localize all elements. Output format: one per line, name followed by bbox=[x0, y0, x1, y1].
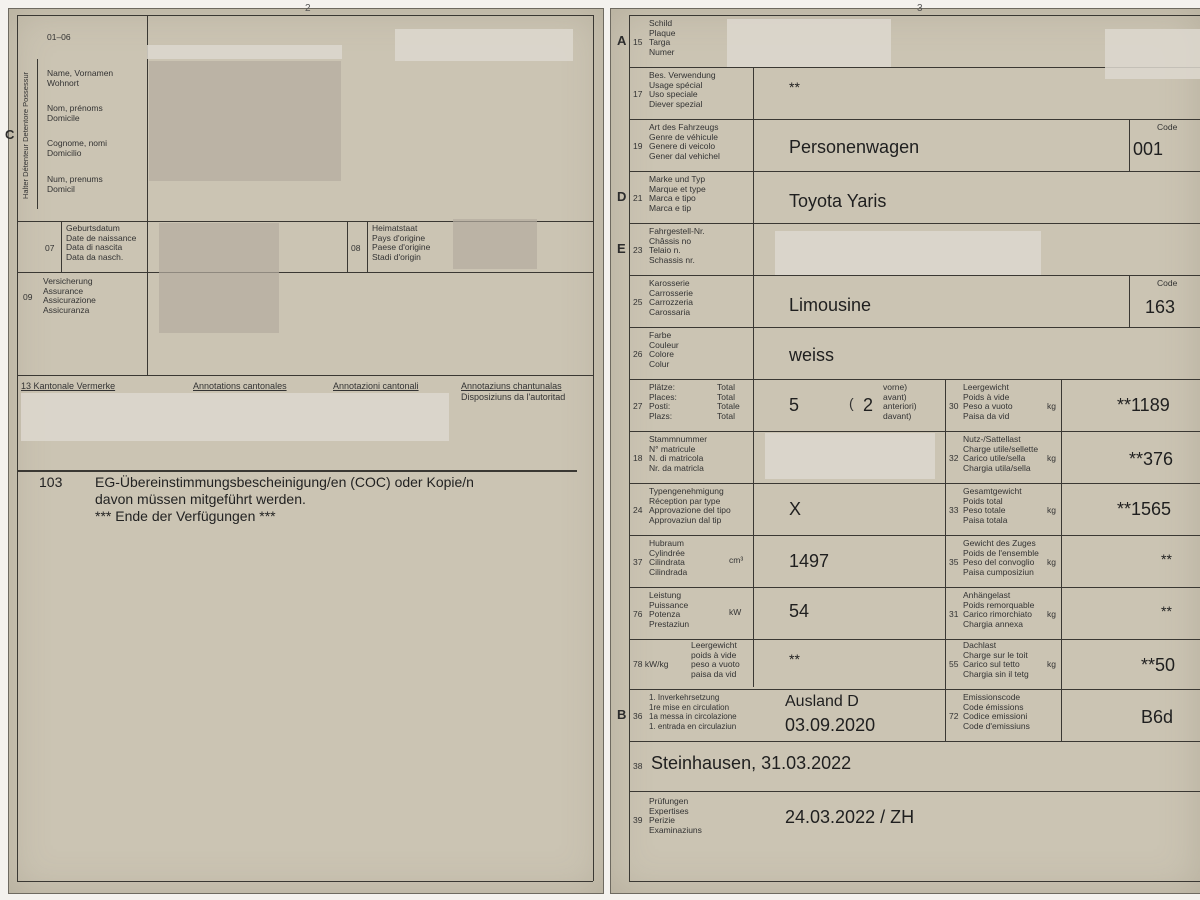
remark-code: 103 bbox=[39, 474, 63, 490]
type-code-label: Code bbox=[1157, 122, 1178, 132]
field-num-21: 21 bbox=[633, 193, 643, 203]
birth-label: Geburtsdatum Date de naissance Data di nascita Data da nasch. bbox=[66, 223, 137, 262]
seats-total-label: Total Total Totale Total bbox=[717, 382, 740, 421]
field-num-78: 78 kW/kg bbox=[633, 659, 669, 669]
section-letter-b: B bbox=[617, 707, 627, 722]
body-value: Limousine bbox=[789, 295, 872, 315]
section-letter-a: A bbox=[617, 33, 627, 48]
make-label: Marke und Typ Marque et type Marca e tipo Marca e tip bbox=[649, 174, 706, 213]
front-seats-label: vorne) avant) anteriori) davant) bbox=[883, 382, 917, 421]
field-num-55: 55 bbox=[949, 659, 959, 669]
field-num-23: 23 bbox=[633, 245, 643, 255]
field-num-08: 08 bbox=[351, 243, 361, 253]
redacted-name bbox=[147, 45, 342, 59]
first-reg-date: 03.09.2020 bbox=[785, 715, 876, 735]
redacted-plate bbox=[727, 19, 891, 67]
emission-value: B6d bbox=[1141, 707, 1174, 727]
field-num-26: 26 bbox=[633, 349, 643, 359]
left-page bbox=[5, 3, 604, 894]
holder-side-label: Halter Détenteur Detentore Possessur bbox=[21, 71, 30, 199]
checks-value: 24.03.2022 / ZH bbox=[785, 807, 915, 827]
total-weight-label: Gesamtgewicht Poids total Peso totale Paisa totala bbox=[963, 486, 1022, 525]
first-reg-label: 1. Inverkehrsetzung 1re mise en circulation 1a messa in circolazione 1. entrada en circulaziun bbox=[649, 693, 737, 731]
emission-label: Emissionscode Code émissions Codice emissioni Code d'emissiuns bbox=[963, 692, 1030, 731]
holder-label-it: Cognome, nomi Domicilio bbox=[47, 138, 108, 158]
annotations-de: 13 Kantonale Vermerke bbox=[21, 381, 116, 391]
redacted-plate-2 bbox=[1105, 29, 1200, 79]
insurance-label: Versicherung Assurance Assicurazione Assicuranza bbox=[43, 276, 96, 315]
unit-kg: kg bbox=[1047, 557, 1056, 567]
redacted-birthdate bbox=[159, 223, 279, 333]
holder-label-fr: Nom, prénoms Domicile bbox=[47, 103, 103, 123]
right-page bbox=[610, 3, 1200, 894]
field-num-17: 17 bbox=[633, 89, 643, 99]
seats-label: Plätze: Places: Posti: Plazs: bbox=[649, 382, 677, 421]
annotations-it: Annotazioni cantonali bbox=[333, 381, 419, 391]
field-num-15: 15 bbox=[633, 37, 643, 47]
holder-code: 01–06 bbox=[47, 32, 71, 42]
unit-kg: kg bbox=[1047, 401, 1056, 411]
unit-kg: kg bbox=[1047, 453, 1056, 463]
use-label: Bes. Verwendung Usage spécial Uso speciale Diever spezial bbox=[649, 70, 716, 109]
train-weight-value: ** bbox=[1161, 551, 1172, 567]
vehicle-type-value: Personenwagen bbox=[789, 137, 920, 157]
vehicle-type-code: 001 bbox=[1133, 139, 1164, 159]
field-num-32: 32 bbox=[949, 453, 959, 463]
plate-label: Schild Plaque Targa Numer bbox=[649, 18, 676, 57]
trailer-value: ** bbox=[1161, 603, 1172, 619]
use-value: ** bbox=[789, 79, 800, 95]
displacement-label: Hubraum Cylindrée Cilindrata Cilindrada bbox=[649, 538, 688, 577]
annotations-fr: Annotations cantonales bbox=[193, 381, 287, 391]
ratio-value: ** bbox=[789, 651, 800, 667]
remark-text: EG-Übereinstimmungsbescheinigung/en (COC) oder Kopie/n davon müssen mitgeführt werden. *** Ende der Verfügungen *** bbox=[95, 474, 474, 524]
field-num-27: 27 bbox=[633, 401, 643, 411]
field-num-33: 33 bbox=[949, 505, 959, 515]
body-code: 163 bbox=[1145, 297, 1176, 317]
field-num-31: 31 bbox=[949, 609, 959, 619]
color-value: weiss bbox=[789, 345, 835, 365]
annotations-rm2: Disposiziuns da l'autoritad bbox=[461, 392, 566, 402]
roof-value: **50 bbox=[1141, 655, 1176, 675]
redacted-origin bbox=[453, 219, 537, 269]
redacted-annotations bbox=[21, 393, 449, 441]
unit-kg: kg bbox=[1047, 609, 1056, 619]
holder-label-de: Name, Vornamen Wohnort bbox=[47, 68, 114, 88]
redacted-stamm bbox=[765, 433, 935, 479]
stamm-label: Stammnummer N° matricule N. di matricola Nr. da matricla bbox=[649, 434, 708, 473]
chassis-label: Fahrgestell-Nr. Châssis no Telaio n. Schassis nr. bbox=[649, 226, 705, 265]
section-letter-c: C bbox=[5, 127, 15, 142]
approval-label: Typengenehmigung Réception par type Approvazione del tipo Approvaziun dal tip bbox=[649, 486, 731, 525]
unit-kw: kW bbox=[729, 607, 742, 617]
field-num-72: 72 bbox=[949, 711, 959, 721]
redacted-chassis bbox=[775, 231, 1041, 275]
field-num-37: 37 bbox=[633, 557, 643, 567]
redacted-address bbox=[149, 61, 341, 181]
ratio-label: Leergewicht poids à vide peso a vuoto paisa da vid bbox=[691, 640, 740, 679]
page-number-right: 3 bbox=[917, 3, 923, 14]
field-num-39: 39 bbox=[633, 815, 643, 825]
unit-kg: kg bbox=[1047, 505, 1056, 515]
make-value: Toyota Yaris bbox=[789, 191, 887, 211]
roof-label: Dachlast Charge sur le toit Carico sul tetto Chargia sin il tetg bbox=[963, 640, 1029, 679]
redacted-id bbox=[395, 29, 573, 61]
body-label: Karosserie Carrosserie Carrozzeria Carossaria bbox=[649, 278, 693, 317]
checks-label: Prüfungen Expertises Perizie Examinaziuns bbox=[649, 796, 702, 835]
total-weight-value: **1565 bbox=[1117, 499, 1172, 519]
color-label: Farbe Couleur Colore Colur bbox=[649, 330, 679, 369]
empty-weight-label: Leergewicht Poids à vide Peso a vuoto Paisa da vid bbox=[963, 382, 1013, 421]
payload-label: Nutz-/Sattellast Charge utile/sellette Carico utile/sella Chargia utila/sella bbox=[963, 434, 1039, 473]
approval-value: X bbox=[789, 499, 802, 519]
field-num-09: 09 bbox=[23, 292, 33, 302]
body-code-label: Code bbox=[1157, 278, 1178, 288]
field-num-35: 35 bbox=[949, 557, 959, 567]
place-date-value: Steinhausen, 31.03.2022 bbox=[651, 753, 852, 773]
annotations-rm: Annotaziuns chantunalas bbox=[461, 381, 562, 391]
origin-label: Heimatstaat Pays d'origine Paese d'origine Stadi d'origin bbox=[372, 223, 431, 262]
field-num-38: 38 bbox=[633, 761, 643, 771]
trailer-label: Anhängelast Poids remorquable Carico rimorchiato Chargia annexa bbox=[963, 590, 1035, 629]
holder-label-rm: Num, prenums Domicil bbox=[47, 174, 103, 194]
field-num-76: 76 bbox=[633, 609, 643, 619]
section-letter-e: E bbox=[617, 241, 626, 256]
field-num-25: 25 bbox=[633, 297, 643, 307]
train-weight-label: Gewicht des Zuges Poids de l'ensemble Peso del convoglio Paisa cumposiziun bbox=[963, 538, 1039, 577]
field-num-07: 07 bbox=[45, 243, 55, 253]
displacement-value: 1497 bbox=[789, 551, 830, 571]
type-label: Art des Fahrzeugs Genre de véhicule Genere di veicolo Gener dal vehichel bbox=[649, 122, 720, 161]
unit-kg: kg bbox=[1047, 659, 1056, 669]
field-num-19: 19 bbox=[633, 141, 643, 151]
payload-value: **376 bbox=[1129, 449, 1174, 469]
empty-weight-value: **1189 bbox=[1117, 395, 1170, 415]
section-letter-d: D bbox=[617, 189, 627, 204]
seats-value: 5 bbox=[789, 395, 800, 415]
first-reg-origin: Ausland D bbox=[785, 693, 859, 710]
field-num-24: 24 bbox=[633, 505, 643, 515]
power-value: 54 bbox=[789, 601, 810, 621]
field-num-18: 18 bbox=[633, 453, 643, 463]
page-number: 2 bbox=[305, 3, 311, 14]
unit-cm3: cm³ bbox=[729, 555, 744, 565]
field-num-30: 30 bbox=[949, 401, 959, 411]
front-seats-brace: ( bbox=[849, 395, 854, 411]
front-seats-value: 2 bbox=[863, 395, 874, 415]
field-num-36: 36 bbox=[633, 711, 643, 721]
power-label: Leistung Puissance Potenza Prestaziun bbox=[649, 590, 690, 629]
